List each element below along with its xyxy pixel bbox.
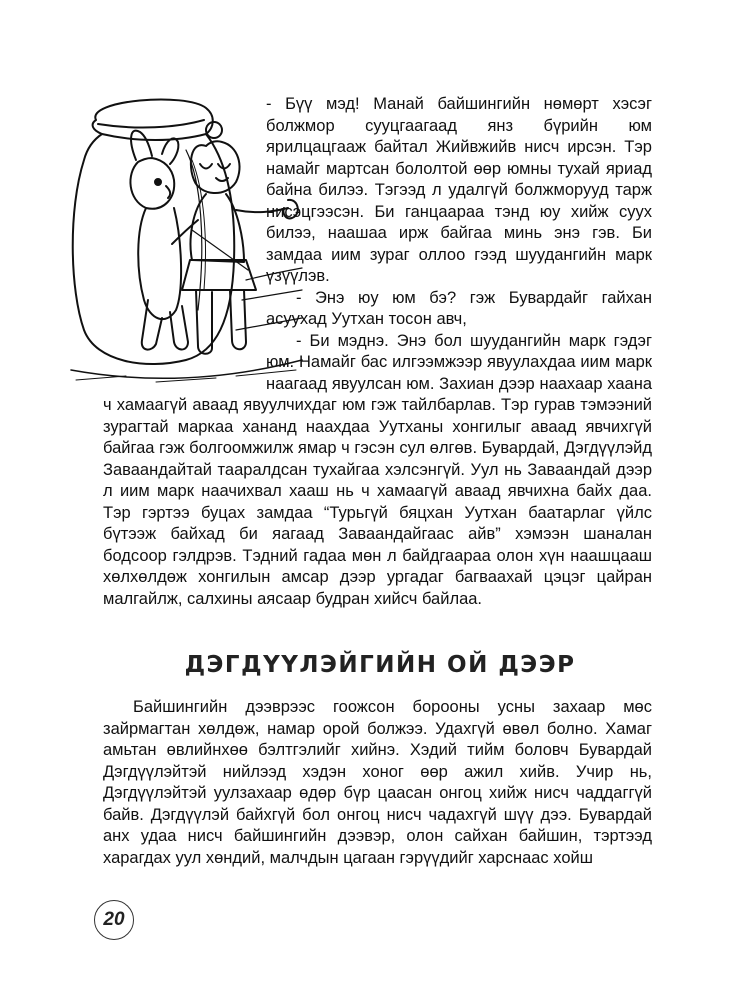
paragraph: - Би мэднэ. Энэ бол шуудангийн марк гэдэг юм. Намайг бас илгээмжээр явуулахдаа иим марк наагаад явуулсан юм. Захиан дээр наахаар хаана ч хамаагүй аваад явуулчихдаг юм гэж тайлбарлав. Тэр гурав тэмээний зурагтай маркаа хананд наахдаа Уутханы хонгилыг аваад явчихгүй байгаа гэж болгоомжилж ямар ч гэсэн сул өлгөв. Бувардай, Дэгдүүлэйд Заваандайтай таарaлдсан тухайгаа хэлсэнгүй. Уул нь Заваандай дээр л иим марк наачихвал хааш нь ч хамаагүй аваад явчихна байх даа. Тэр гэртээ буцах замдаа “Турьгүй бяцхан Уутхан баатарлаг үйлс бүтээж байхад би яагаад Заваандайгаас айв” хэмээн шаналан бодсоор гэлдрэв. Тэдний гадаа мөн л байдгаараа олон хүн наашцааш хөлхөлдөж хонгилын амсар дээр ургадаг багваахай цэцэг цайран малгайлж, салхины аясаар будран хийсч байлаа.	[103, 331, 652, 608]
paragraph: - Энэ юу юм бэ? гэж Бувардайг гайхан асуухад Уутхан тосон авч,	[266, 288, 652, 328]
paragraph: - Бүү мэд! Манай байшингийн нөмөрт хэсэг болжмор сууцгаагаад янз бүрийн юм ярилцацгааж байтал Жийвжийв нисч ирсэн. Тэр намайг мартсан бололтой өөр юмны тухай яриад байна билээ. Тэгээд л удалгүй болжморууд тарж нисэцгээсэн. Би ганцаараа тэнд юу хийж суух билээ, наашаа ирж байгаа минь энэ гэв. Би замдаа иим зураг оллоо гээд шуудангийн марк үзүүлэв.	[266, 95, 652, 285]
section-title: ДЭГДҮҮЛЭЙГИЙН ОЙ ДЭЭР	[184, 652, 576, 678]
page-number: 20	[94, 900, 134, 940]
story-text-top	[103, 94, 652, 610]
illustration-spacer	[103, 94, 266, 394]
paragraph: Байшингийн дээврээс гоожсон бороoны усны захаар мөс зайрмагтан хөлдөж, намар орой болжээ. Удахгүй өвөл болно. Хамаг амьтан өвлийнхөө бэлтгэлийг хийнэ. Хэдий тийм боловч Бувардай Дэгдүүлэйтэй нийлээд хэдэн хоног өөр ажил хийв. Учир нь, Дэгдүүлэйтэй уулзахаар өдөр бүр цаасан онгоц хийж нисч чаддаггүй байв. Дэгдүүлэй байхгүй бол онгоц нисч чадахгүй шүү дээ. Бувардай анх удаа нисч байшингийн дээвэр, олон сайхан байшин, тэртээд харагдах уул хөндий, малчдын цагаан гэрүүдийг харснаас хойш	[103, 698, 652, 867]
story-text-bottom	[103, 697, 652, 869]
